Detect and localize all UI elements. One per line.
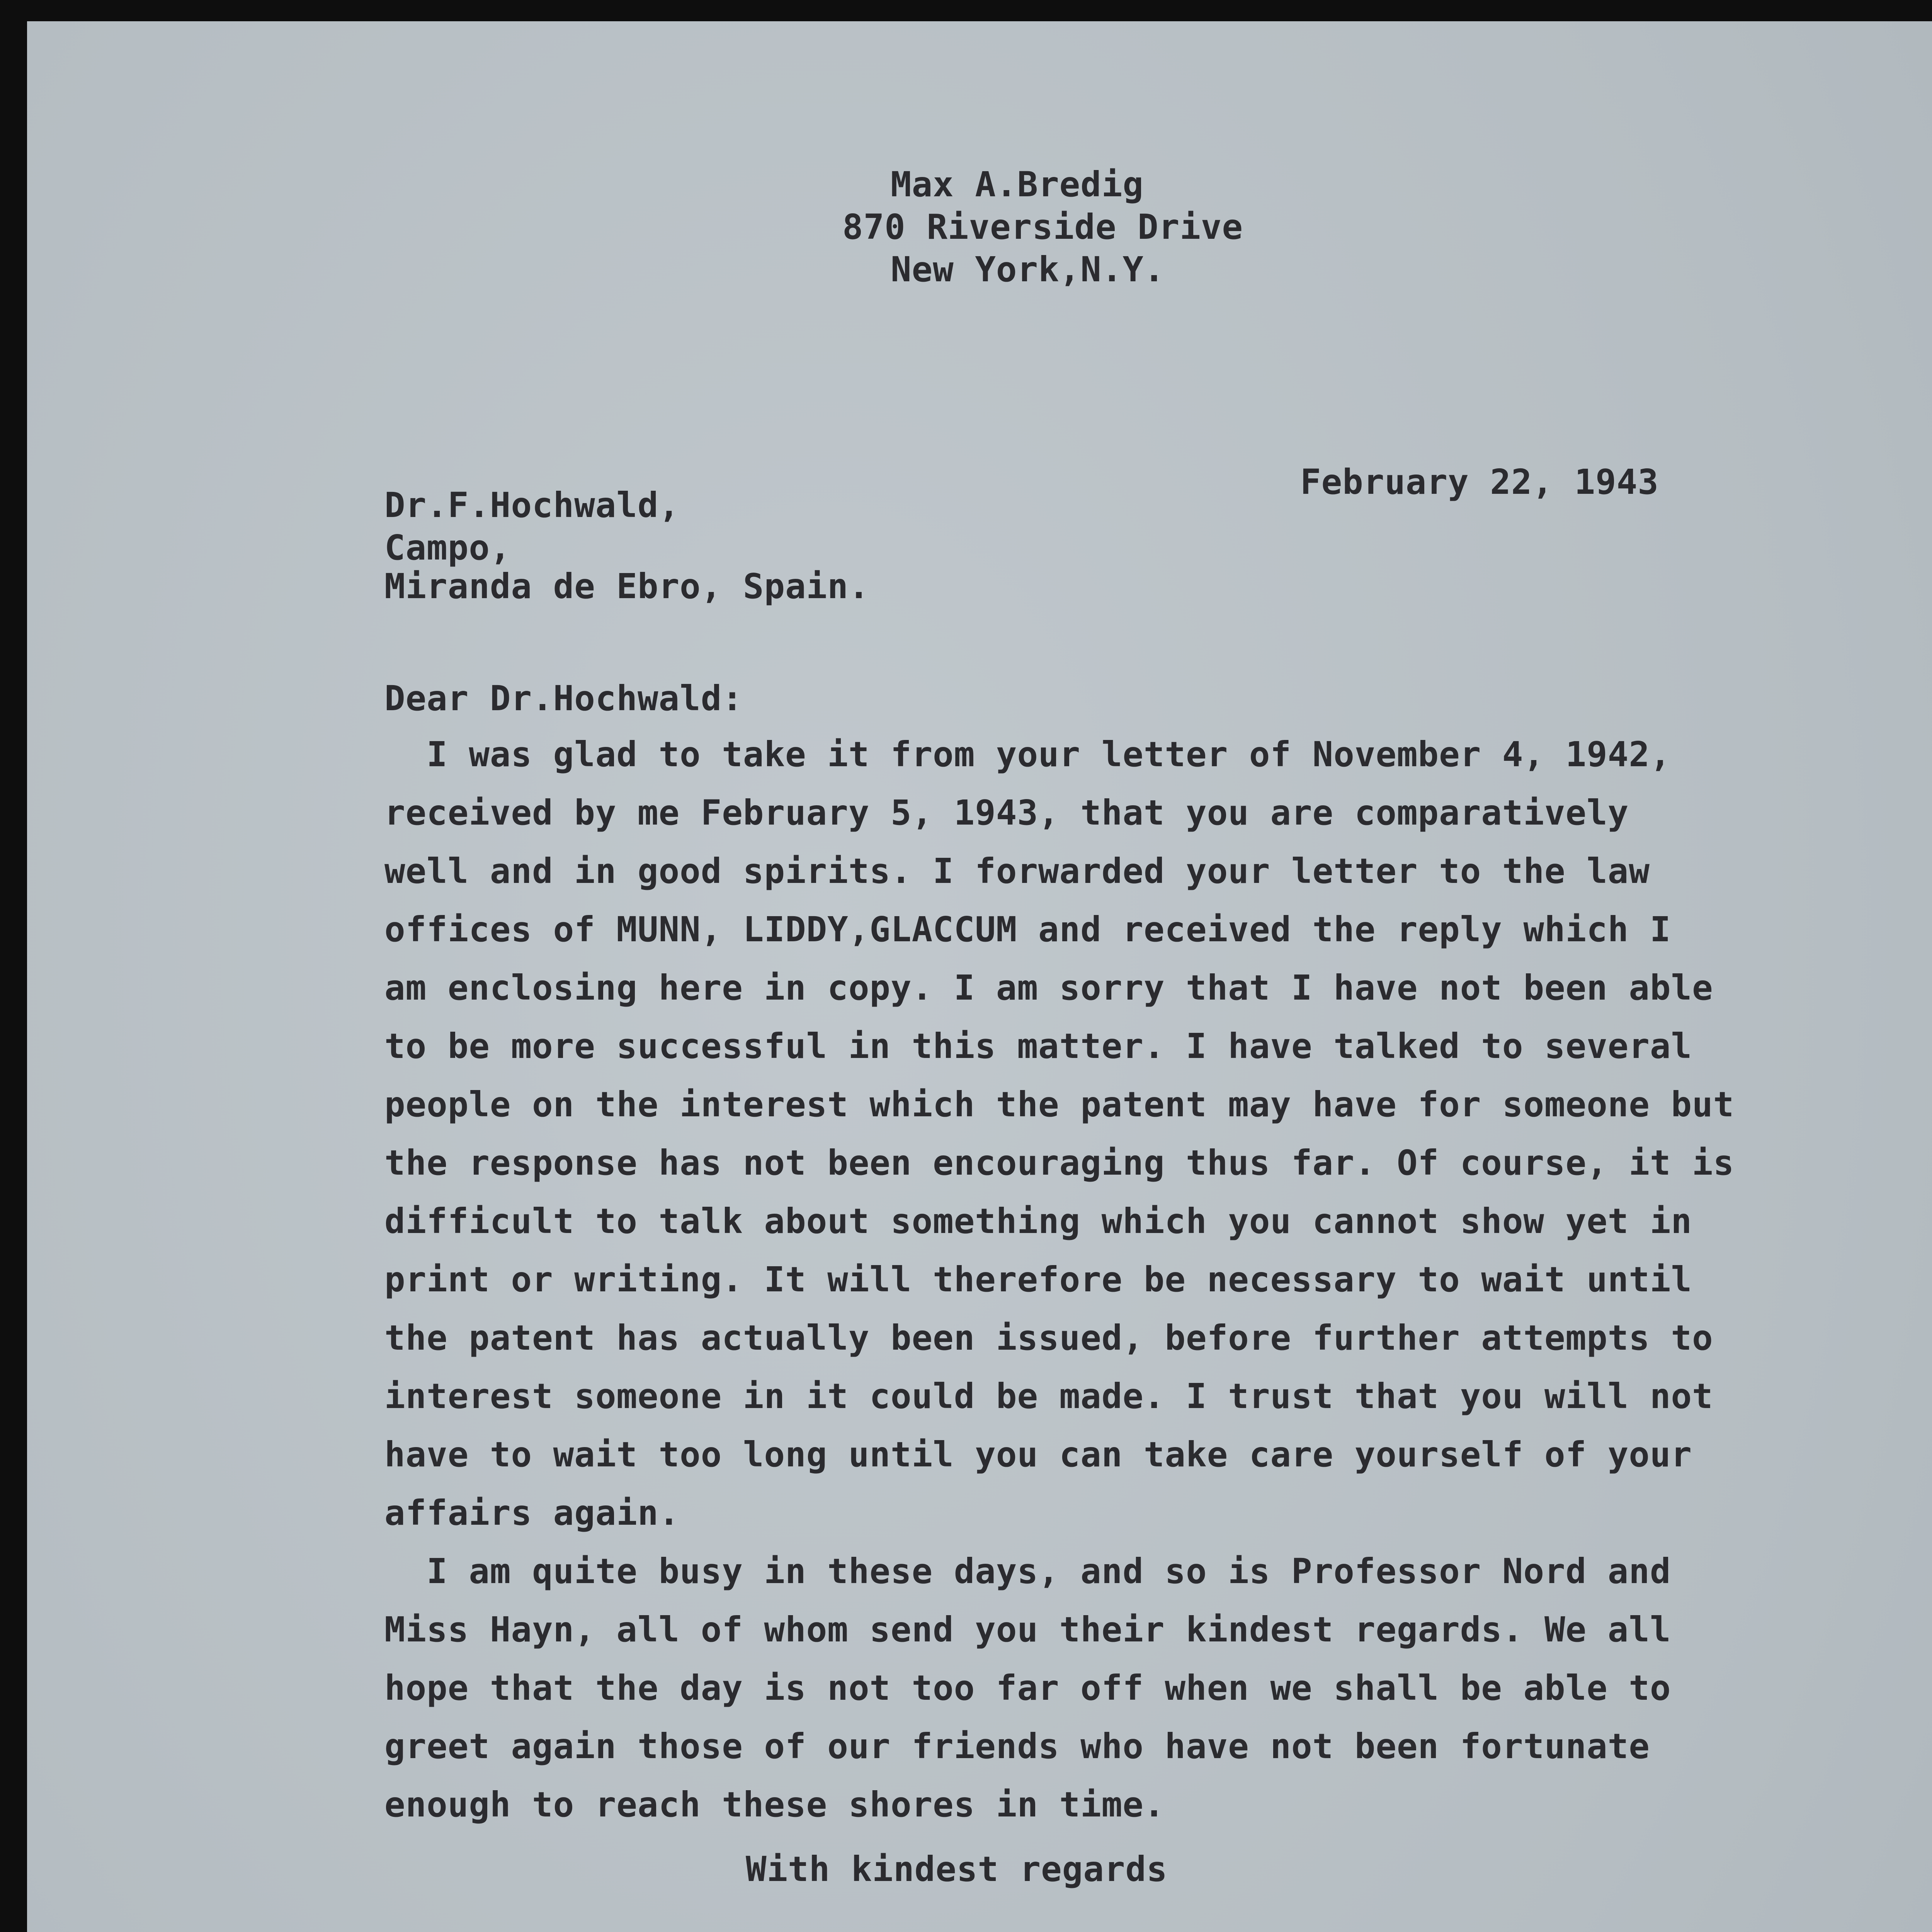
body-line: offices of MUNN, LIDDY,GLACCUM and received the reply which I xyxy=(384,909,1671,949)
body-line: I was glad to take it from your letter of November 4, 1942, xyxy=(384,734,1671,774)
body-line: I am quite busy in these days, and so is Professor Nord and xyxy=(384,1551,1671,1591)
body-line: the patent has actually been issued, before further attempts to xyxy=(384,1318,1713,1358)
body-line: hope that the day is not too far off when we shall be able to xyxy=(384,1668,1671,1708)
recipient-name: Dr.F.Hochwald, xyxy=(384,485,680,525)
body-line: affairs again. xyxy=(384,1493,680,1533)
body-line: difficult to talk about something which you cannot show yet in xyxy=(384,1201,1692,1241)
letter-date: February 22, 1943 xyxy=(1300,462,1659,502)
body-line: am enclosing here in copy. I am sorry that I have not been able xyxy=(384,968,1713,1008)
closing: With kindest regards xyxy=(746,1849,1168,1889)
recipient-line2: Campo, xyxy=(384,527,511,568)
body-line: greet again those of our friends who have not been fortunate xyxy=(384,1726,1650,1766)
recipient-line3: Miranda de Ebro, Spain. xyxy=(384,566,870,606)
body-line: received by me February 5, 1943, that you are comparatively xyxy=(384,793,1629,833)
letter-body xyxy=(384,711,1735,1825)
body-line: people on the interest which the patent may have for someone but xyxy=(384,1084,1735,1124)
body-line: to be more successful in this matter. I have talked to several xyxy=(384,1026,1692,1066)
salutation: Dear Dr.Hochwald: xyxy=(384,678,743,718)
body-line: interest someone in it could be made. I trust that you will not xyxy=(384,1376,1713,1416)
body-line: have to wait too long until you can take care yourself of your xyxy=(384,1434,1692,1475)
body-line: Miss Hayn, all of whom send you their kindest regards. We all xyxy=(384,1609,1671,1650)
sender-street: 870 Riverside Drive xyxy=(842,207,1243,247)
body-line: well and in good spirits. I forwarded your letter to the law xyxy=(384,851,1650,891)
sender-name: Max A.Bredig xyxy=(891,164,1144,204)
sender-city: New York,N.Y. xyxy=(891,249,1165,289)
body-line: the response has not been encouraging thus far. Of course, it is xyxy=(384,1143,1735,1183)
body-line: print or writing. It will therefore be necessary to wait until xyxy=(384,1259,1692,1299)
body-line: enough to reach these shores in time. xyxy=(384,1784,1165,1825)
